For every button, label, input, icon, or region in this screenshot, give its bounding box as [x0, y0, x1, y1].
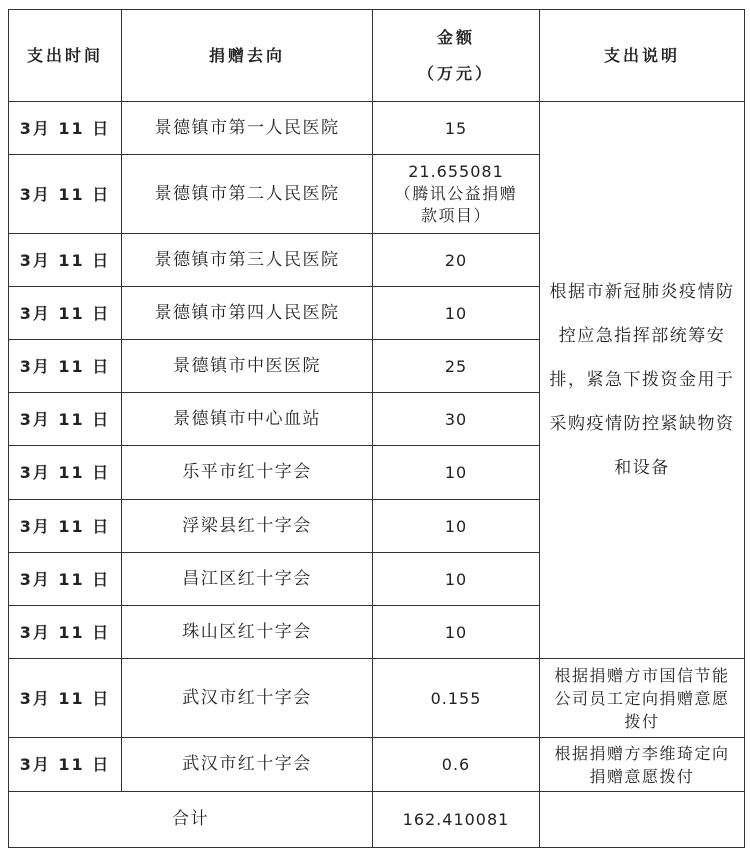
row-amount: 20 [373, 234, 540, 287]
row-destination: 景德镇市第一人民医院 [122, 102, 373, 155]
total-label: 合计 [9, 792, 373, 848]
row-description: 根据捐赠方李维琦定向捐赠意愿拨付 [540, 738, 745, 792]
row-amount: 10 [373, 500, 540, 553]
row-destination: 景德镇市第三人民医院 [122, 234, 373, 287]
row-date: 3月 11 日 [9, 287, 122, 340]
row-amount [373, 155, 540, 234]
row-destination: 珠山区红十字会 [122, 606, 373, 659]
row-date: 3月 11 日 [9, 155, 122, 234]
row-amount: 10 [373, 287, 540, 340]
row-amount: 25 [373, 340, 540, 393]
row-date: 3月 11 日 [9, 606, 122, 659]
row-amount: 15 [373, 102, 540, 155]
row-date: 3月 11 日 [9, 340, 122, 393]
row-destination: 武汉市红十字会 [122, 659, 373, 738]
row-destination: 景德镇市第四人民医院 [122, 287, 373, 340]
row-amount-note: （腾讯公益捐赠款项目） [394, 184, 518, 225]
table-row [9, 738, 745, 792]
row-amount: 10 [373, 606, 540, 659]
row-destination: 浮梁县红十字会 [122, 500, 373, 553]
table-total-row [9, 792, 745, 848]
table-row [9, 659, 745, 738]
row-amount: 0.6 [373, 738, 540, 792]
row-destination: 武汉市红十字会 [122, 738, 373, 792]
donation-expense-table [8, 9, 745, 848]
row-date: 3月 11 日 [9, 738, 122, 792]
row-date: 3月 11 日 [9, 393, 122, 446]
row-description: 根据捐赠方市国信节能公司员工定向捐赠意愿拨付 [540, 659, 745, 738]
row-amount: 0.155 [373, 659, 540, 738]
header-amount [373, 10, 540, 102]
row-date: 3月 11 日 [9, 659, 122, 738]
row-amount-value: 21.655081 [408, 162, 504, 181]
row-amount: 10 [373, 446, 540, 500]
total-amount: 162.410081 [373, 792, 540, 848]
table-header-row [9, 10, 745, 102]
row-date: 3月 11 日 [9, 446, 122, 500]
row-destination: 景德镇市中医医院 [122, 340, 373, 393]
table-row [9, 102, 745, 155]
header-time: 支出时间 [9, 10, 122, 102]
row-date: 3月 11 日 [9, 500, 122, 553]
row-destination: 乐平市红十字会 [122, 446, 373, 500]
header-amount-unit: （万元） [417, 63, 494, 83]
row-amount: 30 [373, 393, 540, 446]
row-date: 3月 11 日 [9, 553, 122, 606]
row-date: 3月 11 日 [9, 234, 122, 287]
row-destination: 景德镇市中心血站 [122, 393, 373, 446]
header-description: 支出说明 [540, 10, 745, 102]
header-destination: 捐赠去向 [122, 10, 373, 102]
row-description-shared: 根据市新冠肺炎疫情防控应急指挥部统筹安排，紧急下拨资金用于采购疫情防控紧缺物资和设备 [540, 102, 745, 659]
total-description [540, 792, 745, 848]
row-destination: 景德镇市第二人民医院 [122, 155, 373, 234]
row-destination: 昌江区红十字会 [122, 553, 373, 606]
row-amount: 10 [373, 553, 540, 606]
header-amount-label: 金额 [436, 27, 475, 47]
row-date: 3月 11 日 [9, 102, 122, 155]
